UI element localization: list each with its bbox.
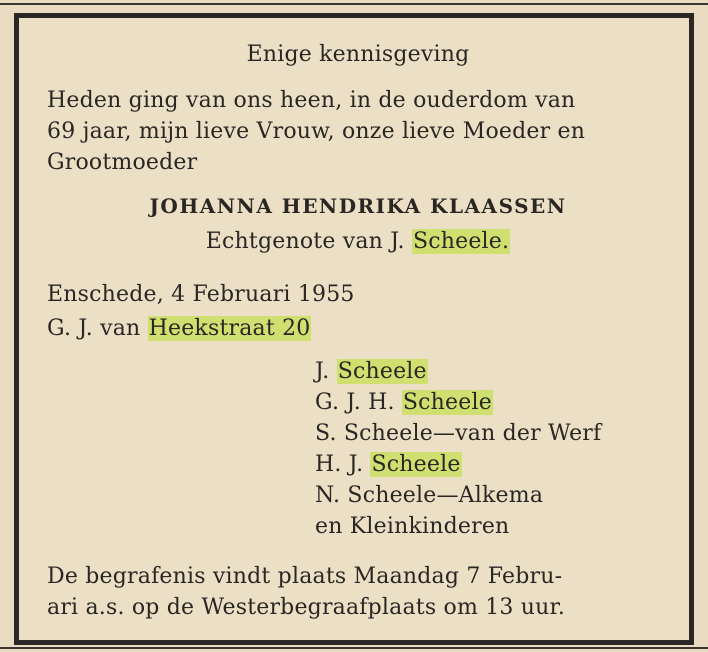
- spouse-surname: Scheele.: [412, 229, 510, 254]
- deceased-name: JOHANNA HENDRIKA KLAASSEN: [149, 194, 567, 218]
- bottom-rule: [0, 647, 708, 649]
- relative-5: N. Scheele—Alkema: [315, 483, 544, 508]
- address-line: [47, 316, 311, 342]
- funeral-line-1: De begrafenis vindt plaats Maandag 7 Febru-: [47, 564, 563, 589]
- notice-frame: [14, 13, 694, 645]
- address-prefix: G. J. van: [47, 316, 148, 341]
- intro-line-2: 69 jaar, mijn lieve Vrouw, onze lieve Moeder en: [47, 119, 586, 144]
- intro-line-1: Heden ging van ons heen, in de ouderdom van: [47, 88, 576, 113]
- relative-2: [315, 390, 493, 416]
- relative-4-prefix: H. J.: [315, 452, 371, 477]
- address-street: Heekstraat 20: [148, 316, 311, 341]
- relative-4: [315, 452, 462, 478]
- relative-3: S. Scheele—van der Werf: [315, 421, 602, 446]
- funeral-line-2: ari a.s. op de Westerbegraafplaats om 13 uur.: [47, 595, 566, 620]
- notice-heading: Enige kennisgeving: [246, 42, 470, 67]
- relative-6: en Kleinkinderen: [315, 514, 510, 539]
- relative-2-prefix: G. J. H.: [315, 390, 402, 415]
- place-date: Enschede, 4 Februari 1955: [47, 282, 355, 307]
- relative-4-surname: Scheele: [371, 452, 461, 477]
- top-rule: [0, 3, 708, 5]
- relative-1-prefix: J.: [315, 359, 337, 384]
- relative-1: [315, 359, 428, 385]
- relative-1-surname: Scheele: [337, 359, 427, 384]
- intro-line-3: Grootmoeder: [47, 150, 198, 175]
- spouse-prefix: Echtgenote van J.: [205, 229, 412, 254]
- spouse-line: [19, 229, 697, 255]
- relative-2-surname: Scheele: [402, 390, 492, 415]
